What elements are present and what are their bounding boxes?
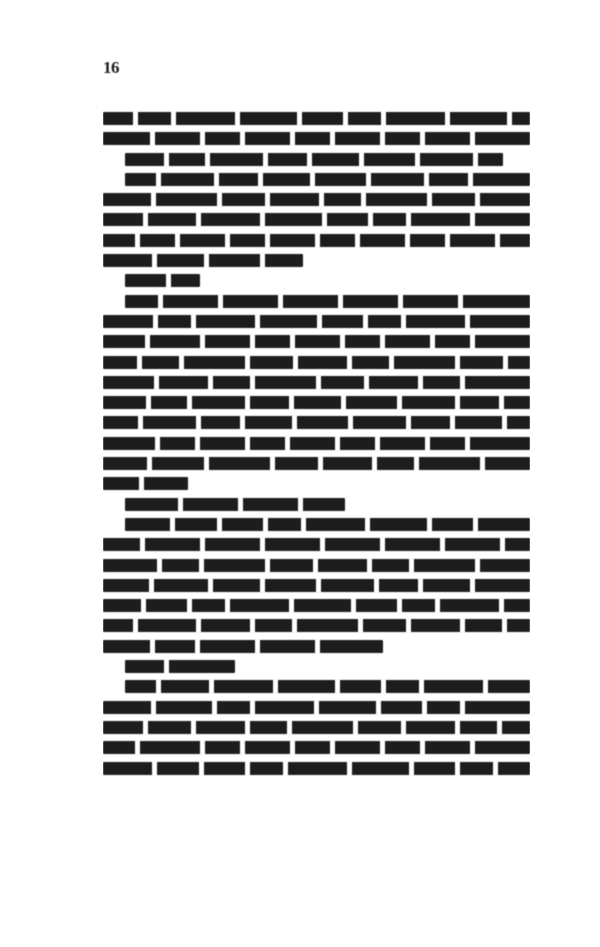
text-line [103,473,530,493]
text-line [103,352,530,372]
text-line [103,149,530,169]
text-line [103,737,530,757]
text-line [103,372,530,392]
text-line [103,230,530,250]
line-text [103,433,107,453]
line-text [103,209,107,229]
text-line [103,128,530,148]
text-line [103,169,530,189]
printed-text [103,538,530,551]
text-line [103,656,530,676]
line-text [103,676,107,696]
line-text [103,575,107,595]
printed-text [125,274,200,287]
line-text [103,331,107,351]
text-line [103,697,530,717]
printed-text [125,680,530,693]
printed-text [103,193,530,206]
text-line [103,615,530,635]
line-text [103,291,107,311]
printed-text [103,254,303,267]
text-line [103,433,530,453]
line-text [103,128,107,148]
line-text [103,555,107,575]
line-text [103,392,107,412]
printed-text [103,416,530,429]
printed-text [125,153,503,166]
printed-text [103,213,530,226]
printed-text [103,599,530,612]
body-text [103,108,530,778]
line-text [103,352,107,372]
line-text [103,595,107,615]
printed-text [125,660,235,673]
printed-text [103,457,530,470]
line-text [103,494,107,514]
text-line [103,636,530,656]
line-text [103,149,113,169]
text-line [103,758,530,778]
line-text [103,372,107,392]
printed-text [103,112,530,125]
text-line [103,453,530,473]
line-text [103,412,107,432]
printed-text [125,498,345,511]
line-text [103,758,107,778]
text-line [103,392,530,412]
text-line [103,534,530,554]
text-line [103,514,530,534]
line-text [103,697,107,717]
text-line [103,270,530,290]
printed-text [125,295,530,308]
line-text [103,453,107,473]
text-line [103,717,530,737]
text-line [103,575,530,595]
text-line [103,494,530,514]
line-text [103,717,107,737]
line-text [103,311,107,331]
text-line [103,595,530,615]
text-line [103,412,530,432]
page-number: 16 [103,58,119,77]
line-text [103,189,107,209]
text-line [103,189,530,209]
line-text [103,615,107,635]
text-line [103,331,530,351]
printed-text [103,477,188,490]
printed-text [103,640,383,653]
text-line [103,108,530,128]
line-text [103,473,107,493]
text-line [103,676,530,696]
line-text [103,737,107,757]
printed-text [103,132,530,145]
line-text [103,250,107,270]
line-text [103,656,107,676]
text-line [103,311,530,331]
line-text [103,270,107,290]
printed-text [103,721,530,734]
printed-text [103,762,530,775]
printed-text [103,356,530,369]
text-line [103,291,530,311]
line-text [103,534,107,554]
printed-text [103,741,530,754]
text-line [103,209,530,229]
line-text [103,108,107,128]
text-line [103,555,530,575]
line-text [103,636,107,656]
printed-text [103,335,530,348]
printed-text [125,518,530,531]
printed-text [103,619,530,632]
printed-text [103,396,530,409]
line-text [103,514,107,534]
line-text [103,230,107,250]
line-text [103,169,107,189]
text-line [103,250,530,270]
